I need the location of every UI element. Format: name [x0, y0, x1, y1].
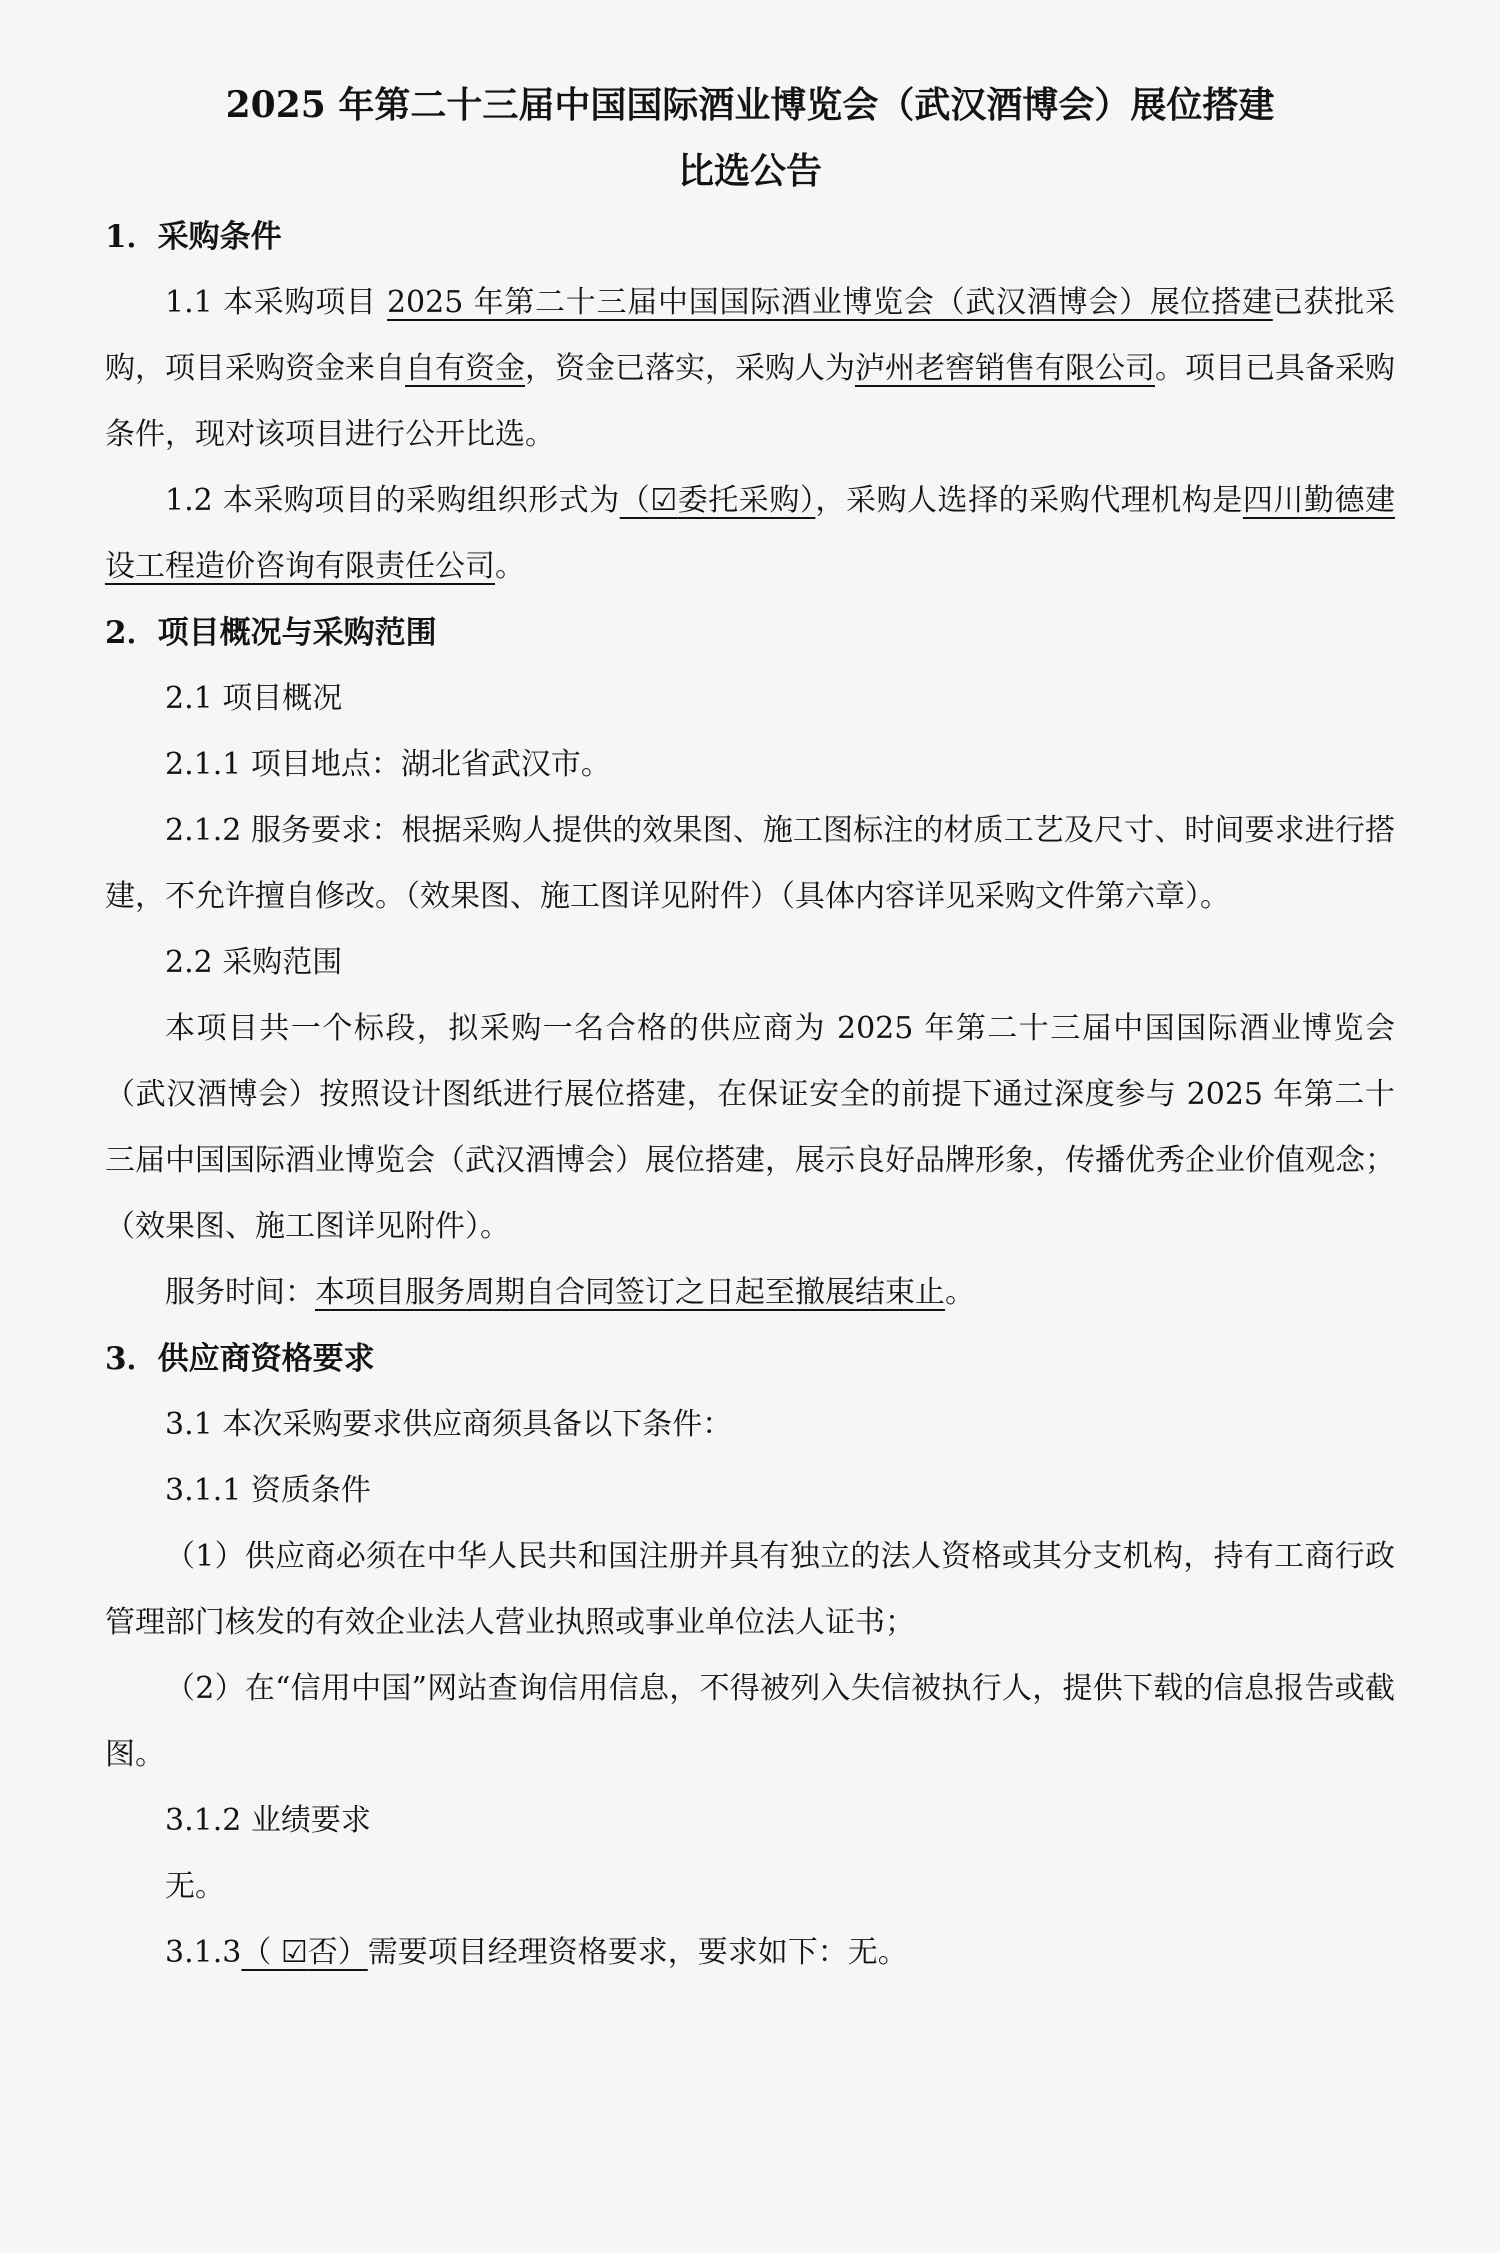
para-3-1-3 [105, 1920, 1395, 1986]
text-run: 需要项目经理资格要求，要求如下：无。 [367, 1935, 908, 1970]
text-run: 2.2 采购范围 [165, 945, 343, 980]
checkbox-checked-icon: ☑ [650, 483, 678, 518]
underlined-field: 泸州老窖销售有限公司 [855, 351, 1155, 386]
para-3-1 [105, 1392, 1395, 1458]
text-run: （2）在“信用中国”网站查询信用信息，不得被列入失信被执行人，提供下载的信息报告或截图。 [105, 1671, 1395, 1772]
text-run: 3．供应商资格要求 [105, 1341, 375, 1377]
text-run: ，采购人选择的采购代理机构是 [815, 483, 1243, 518]
underlined-field: 自有资金 [405, 351, 525, 386]
underlined-field: （☑委托采购） [619, 483, 816, 518]
underlined-field: （ ☑否） [241, 1935, 368, 1970]
para-3-1-2 [105, 1788, 1395, 1854]
title-line-2 [105, 138, 1395, 204]
document-content [105, 72, 1395, 1986]
para-2-1-2 [105, 798, 1395, 930]
para-3-1-1 [105, 1458, 1395, 1524]
text-run: 本项目共一个标段，拟采购一名合格的供应商为 2025 年第二十三届中国国际酒业博览会（武汉酒博会）按照设计图纸进行展位搭建，在保证安全的前提下通过深度参与 2025 年第二十三届中国国际酒业博览会（武汉酒博会）展位搭建，展示良好品牌形象，传播优秀企业价值观念；（效果图、施工图详见附件）。 [105, 1011, 1395, 1244]
text-run: 。项目已具备采购条件，现对该项目进行公开比选。 [105, 351, 1395, 452]
heading-1-procurement-conditions [105, 204, 1395, 270]
text-run: 已获批采购，项目采购资金来自 [105, 285, 1395, 386]
checkbox-checked-icon: ☑ [280, 1935, 308, 1970]
text-run: 3.1.2 业绩要求 [165, 1803, 371, 1838]
text-run: 2025 年第二十三届中国国际酒业博览会（武汉酒博会）展位搭建 [225, 84, 1275, 126]
underlined-field: 2025 年第二十三届中国国际酒业博览会（武汉酒博会）展位搭建 [386, 285, 1273, 320]
para-2-1-1 [105, 732, 1395, 798]
text-run: 比选公告 [677, 150, 822, 192]
text-run: 3.1.3 [165, 1935, 242, 1970]
heading-3-supplier-qualification [105, 1326, 1395, 1392]
title-line-1 [105, 72, 1395, 138]
text-run: 1.2 本采购项目的采购组织形式为 [165, 483, 620, 518]
para-3-1-2-none [105, 1854, 1395, 1920]
text-run: （1）供应商必须在中华人民共和国注册并具有独立的法人资格或其分支机构，持有工商行政管理部门核发的有效企业法人营业执照或事业单位法人证书； [105, 1539, 1395, 1640]
text-run: 。 [495, 549, 525, 584]
para-1-2 [105, 468, 1395, 600]
text-run: 。 [945, 1275, 975, 1310]
para-3-1-1-item-2 [105, 1656, 1395, 1788]
para-service-time [105, 1260, 1395, 1326]
text-run: 1．采购条件 [105, 219, 282, 255]
para-2-2-body [105, 996, 1395, 1260]
text-run: 2.1.2 服务要求：根据采购人提供的效果图、施工图标注的材质工艺及尺寸、时间要求进行搭建，不允许擅自修改。（效果图、施工图详见附件）（具体内容详见采购文件第六章）。 [105, 813, 1395, 914]
para-2-2 [105, 930, 1395, 996]
para-2-1 [105, 666, 1395, 732]
text-run: 服务时间： [165, 1275, 315, 1310]
text-run: 无。 [165, 1869, 225, 1904]
text-run: 3.1.1 资质条件 [165, 1473, 371, 1508]
para-3-1-1-item-1 [105, 1524, 1395, 1656]
text-run: ，资金已落实，采购人为 [525, 351, 855, 386]
text-run: 2.1.1 项目地点：湖北省武汉市。 [165, 747, 611, 782]
text-run: 2．项目概况与采购范围 [105, 615, 437, 651]
text-run: 2.1 项目概况 [165, 681, 343, 716]
text-run: 3.1 本次采购要求供应商须具备以下条件： [165, 1407, 733, 1442]
underlined-field: 本项目服务周期自合同签订之日起至撤展结束止 [315, 1275, 945, 1310]
heading-2-project-overview-scope [105, 600, 1395, 666]
underlined-field: 四川勤德建设工程造价咨询有限责任公司 [105, 483, 1396, 584]
text-run: 1.1 本采购项目 [165, 285, 387, 320]
para-1-1 [105, 270, 1395, 468]
